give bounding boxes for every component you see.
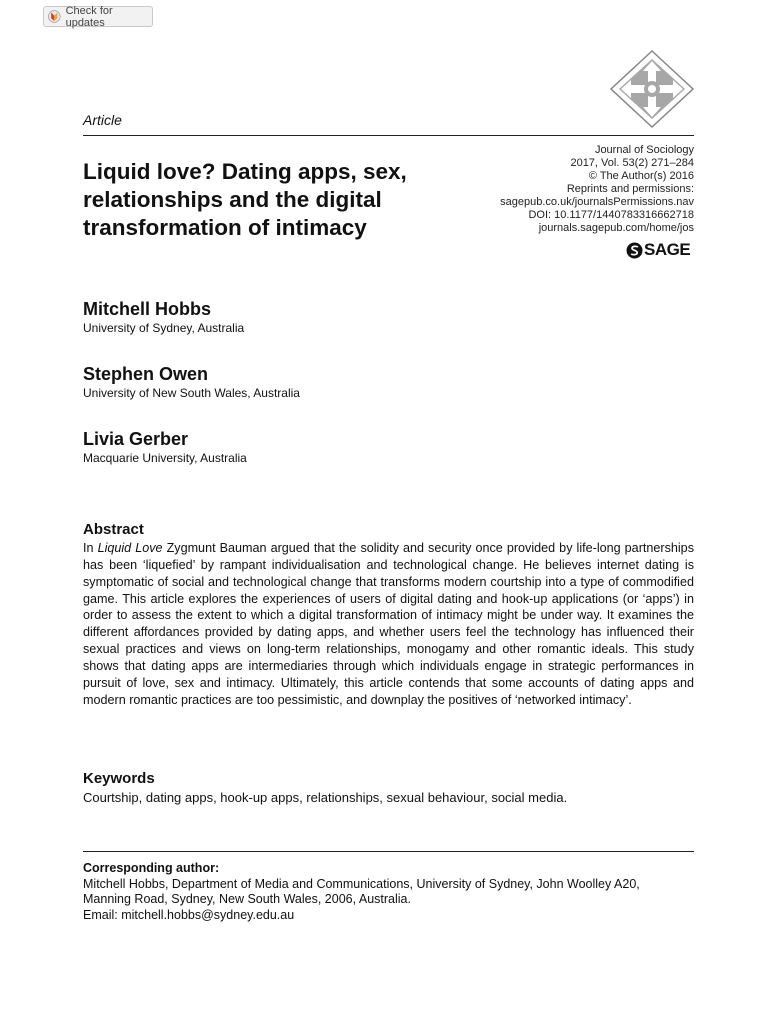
journal-name: Journal of Sociology: [594, 144, 694, 156]
sage-wordmark: SAGE: [644, 240, 691, 259]
journal-info: [464, 144, 694, 235]
footer-rule: [83, 851, 694, 852]
header-rule: [83, 135, 694, 136]
check-for-updates-button[interactable]: [43, 6, 153, 27]
journal-permissions-link[interactable]: sagepub.co.uk/journalsPermissions.nav: [500, 196, 694, 208]
journal-copyright: © The Author(s) 2016: [588, 170, 694, 182]
corresponding-author-email[interactable]: Email: mitchell.hobbs@sydney.edu.au: [83, 907, 295, 922]
author-block: [83, 298, 244, 336]
author-block: [83, 428, 247, 466]
author-affiliation: University of Sydney, Australia: [83, 321, 245, 335]
check-for-updates-label: Check for updates: [65, 4, 113, 29]
corresponding-author-line: Manning Road, Sydney, New South Wales, 2006, Australia.: [83, 892, 411, 906]
abstract-text: [83, 540, 694, 708]
journal-url-link[interactable]: journals.sagepub.com/home/jos: [538, 222, 694, 234]
abstract-book-title: Liquid Love: [97, 541, 163, 555]
author-name: Mitchell Hobbs: [83, 299, 212, 319]
keywords-heading: Keywords: [83, 770, 155, 787]
article-type-label: Article: [83, 112, 122, 128]
journal-volume: 2017, Vol. 53(2) 271–284: [570, 157, 694, 169]
abstract-body: Zygmunt Bauman argued that the solidity and security once provided by life-long partnerships has been ‘liquefied’ by rampant individualisation and technological change. He believes internet dating is symptomatic of social and technological change that transforms modern courtship into a type of commodified game. This article explores the experiences of users of digital dating and hook-up applications (or ‘apps’) in order to assess the extent to which a digital transformation of intimacy might be under way. It examines the different affordances provided by dating apps, and whether users feel the technology has influenced their sexual practices and views on long-term relationships, monogamy and other romantic ideals. This study shows that dating apps are intermediaries through which individuals engage in strategic performances in pursuit of love, sex and intimacy. Ultimately, this article contends that some accounts of dating apps and modern romantic practices are too pessimistic, and downplay the positives of ‘networked intimacy’.: [83, 541, 694, 707]
journal-reprints: Reprints and permissions:: [566, 183, 694, 195]
corresponding-author-heading: Corresponding author:: [83, 861, 220, 875]
author-affiliation: University of New South Wales, Australia: [83, 386, 300, 400]
journal-doi[interactable]: DOI: 10.1177/1440783316662718: [528, 209, 694, 221]
author-name: Livia Gerber: [83, 429, 189, 449]
corresponding-author: [83, 861, 694, 923]
corresponding-author-line: Mitchell Hobbs, Department of Media and Communications, University of Sydney, John Woolley A20,: [83, 876, 640, 891]
abstract-heading: Abstract: [83, 521, 144, 538]
author-affiliation: Macquarie University, Australia: [83, 451, 247, 465]
sage-logo: [626, 240, 690, 260]
keywords-text: Courtship, dating apps, hook-up apps, relationships, sexual behaviour, social media.: [83, 790, 568, 805]
sage-mark-icon: [626, 242, 643, 259]
journal-logo-icon: [610, 50, 694, 128]
author-block: [83, 363, 300, 401]
article-title: Liquid love? Dating apps, sex, relationships and the digital transformation of intimacy: [83, 159, 407, 240]
crossmark-icon: [48, 10, 61, 23]
abstract-intro: In: [83, 541, 98, 555]
author-name: Stephen Owen: [83, 364, 209, 384]
